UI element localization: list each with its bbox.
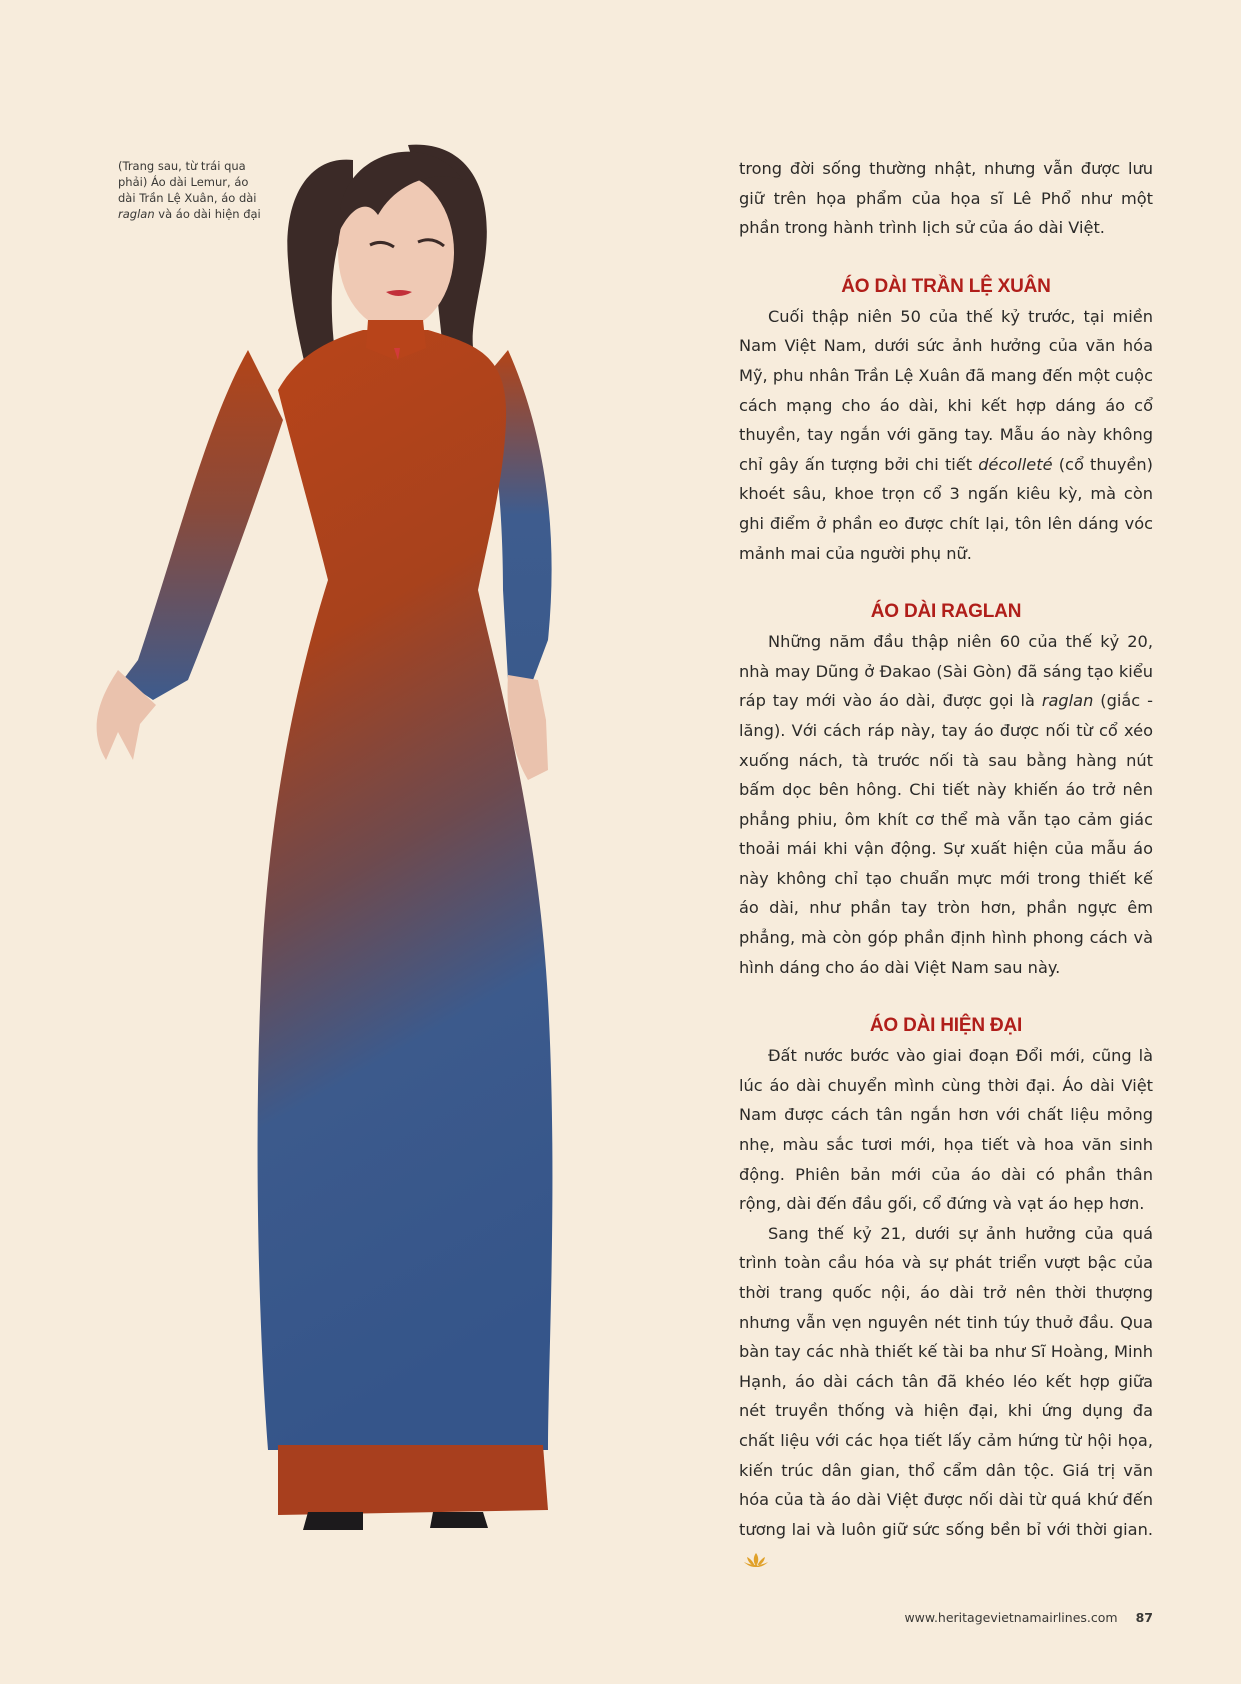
heading-raglan: ÁO DÀI RAGLAN (870, 601, 1022, 623)
heading-tran-le-xuan: ÁO DÀI TRẦN LỆ XUÂN (841, 275, 1051, 297)
italic-term: raglan (1041, 691, 1094, 711)
trousers (278, 1445, 548, 1515)
shoes (303, 1512, 488, 1530)
lotus-icon (743, 1552, 769, 1568)
page-number: 87 (1135, 1610, 1153, 1625)
caption-text-end: và áo dài hiện đại (154, 207, 261, 221)
heading-hien-dai: ÁO DÀI HIỆN ĐẠI (869, 1015, 1023, 1037)
intro-paragraph: trong đời sống thường nhật, nhưng vẫn được lưu giữ trên họa phẩm của họa sĩ Lê Phổ như một phần trong hành trình lịch sử của áo dài Việt. (739, 159, 1153, 238)
paragraph-hien-dai-2: Sang thế kỷ 21, dưới sự ảnh hưởng của quá trình toàn cầu hóa và sự phát triển vượt bậc của thời trang quốc nội, áo dài trở nên thời thượng nhưng vẫn vẹn nguyên nét tinh túy thuở đầu. Qua bàn tay các nhà thiết kế tài ba như Sĩ Hoàng, Minh Hạnh, áo dài cách tân đã khéo léo kết hợp giữa nét truyền thống và hiện đại, khi ứng dụng đa chất liệu với các họa tiết lấy cảm hứng từ hội họa, kiến trúc dân gian, thổ cẩm dân tộc. Giá trị văn hóa của tà áo dài Việt được nối dài từ quá khứ đến tương lai và luôn giữ sức sống bền bỉ với thời gian. (739, 1219, 1153, 1574)
paragraph-raglan: Những năm đầu thập niên 60 của thế kỷ 20, nhà may Dũng ở Đakao (Sài Gòn) đã sáng tạo kiểu ráp tay mới vào áo dài, được gọi là raglan (giắc - lăng). Với cách ráp này, tay áo được nối từ cổ xéo xuống nách, tà trước nối tà sau bằng hàng nút bấm dọc bên hông. Chi tiết này khiến áo trở nên phẳng phiu, ôm khít cơ thể mà vẫn tạo cảm giác thoải mái khi vận động. Sự xuất hiện của mẫu áo này không chỉ tạo chuẩn mực mới trong thiết kế áo dài, như phần tay tròn hơn, phần ngực êm phẳng, mà còn góp phần định hình phong cách và hình dáng cho áo dài Việt Nam sau này. (739, 632, 1153, 977)
left-sleeve (123, 350, 283, 700)
ao-dai-model-figure (78, 120, 598, 1580)
footer-url: www.heritagevietnamairlines.com (904, 1610, 1118, 1625)
page-footer (904, 1610, 1153, 1625)
italic-term: décolleté (978, 454, 1053, 474)
paragraph-tran-le-xuan: Cuối thập niên 50 của thế kỷ trước, tại miền Nam Việt Nam, dưới sức ảnh hưởng của văn hóa Mỹ, phu nhân Trần Lệ Xuân đã mang đến một cuộc cách mạng cho áo dài, khi kết hợp dáng áo cổ thuyền, tay ngắn với găng tay. Mẫu áo này không chỉ gây ấn tượng bởi chi tiết décolleté (cổ thuyền) khoét sâu, khoe trọn cổ 3 ngấn kiêu kỳ, mà còn ghi điểm ở phần eo được chít lại, tôn lên dáng vóc mảnh mai của người phụ nữ. (739, 306, 1153, 563)
caption-italic: raglan (118, 207, 155, 221)
caption-text: (Trang sau, từ trái qua phải) Áo dài Lemur, áo dài Trần Lệ Xuân, áo dài (118, 159, 257, 205)
article-column (739, 154, 1153, 1574)
paragraph-hien-dai-1: Đất nước bước vào giai đoạn Đổi mới, cũng là lúc áo dài chuyển mình cùng thời đại. Áo dài Việt Nam được cách tân ngắn hơn với chất liệu mỏng nhẹ, màu sắc tươi mới, họa tiết và hoa văn sinh động. Phiên bản mới của áo dài có phần thân rộng, dài đến đầu gối, cổ đứng và vạt áo hẹp hơn. (739, 1046, 1153, 1214)
